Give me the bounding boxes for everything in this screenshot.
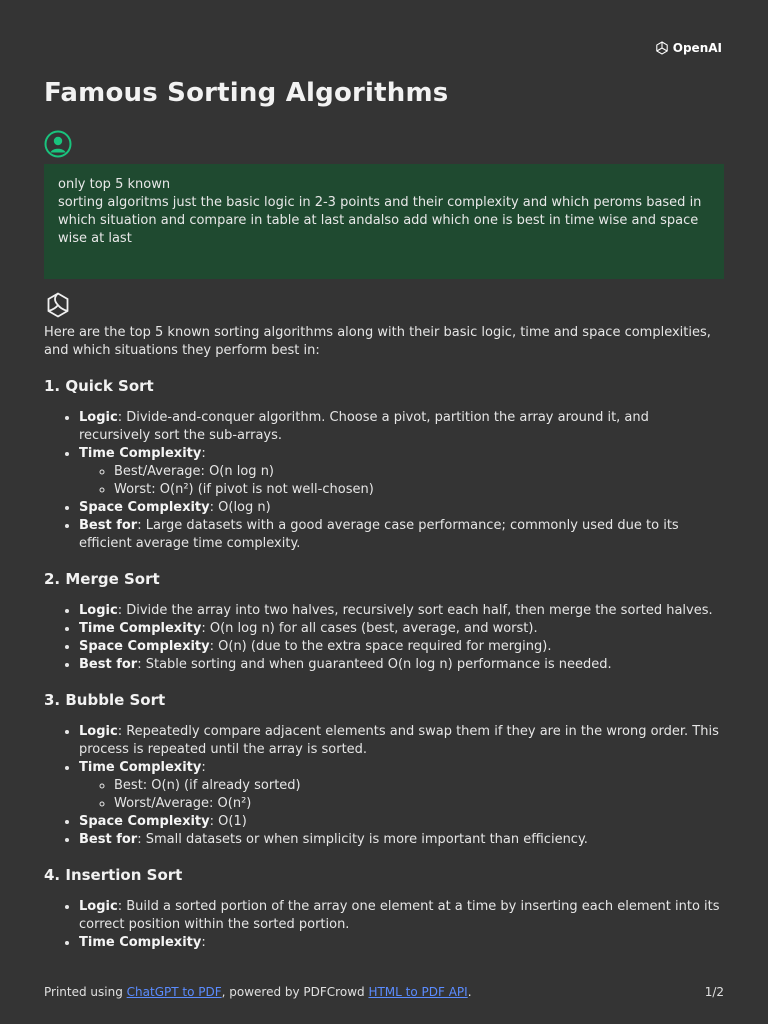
chatgpt-to-pdf-link[interactable]: ChatGPT to PDF — [126, 985, 222, 999]
prompt-line-1: only top 5 known — [58, 177, 171, 192]
prompt-line-2: sorting algoritms just the basic logic in 2-3 points and their complexity and which peroms based in which situation and compare in table at last andalso add which one is best in time wise and space wise at last — [58, 195, 702, 246]
page-footer — [44, 985, 724, 999]
time-label: Time Complexity — [79, 446, 202, 461]
time-sublist — [79, 463, 724, 499]
time-label: Time Complexity — [79, 935, 202, 950]
user-prompt — [44, 164, 724, 279]
best-label: Best for — [79, 518, 138, 533]
list-item: • Time Complexity: — [79, 934, 724, 952]
time-label: Time Complexity — [79, 621, 202, 636]
assistant-response — [44, 324, 724, 969]
list-item — [79, 517, 724, 553]
space-text: : O(n) (due to the extra space required for merging). — [209, 639, 552, 654]
logic-text: : Divide-and-conquer algorithm. Choose a pivot, partition the array around it, and recursively sort the sub-arrays. — [79, 410, 649, 443]
sub-item: ◦ Best: O(n) (if already sorted) — [114, 777, 724, 795]
space-text: : O(1) — [209, 814, 247, 829]
section-heading: 4. Insertion Sort — [44, 866, 183, 884]
space-text: : O(log n) — [209, 500, 271, 515]
section-heading: 3. Bubble Sort — [44, 691, 166, 709]
logic-text: : Repeatedly compare adjacent elements and swap them if they are in the wrong order. This process is repeated until the array is sorted. — [79, 724, 719, 757]
list-item — [79, 638, 724, 656]
best-text: : Small datasets or when simplicity is more important than efficiency. — [137, 832, 588, 847]
list-item — [79, 831, 724, 849]
space-label: Space Complexity — [79, 639, 210, 654]
best-label: Best for — [79, 657, 138, 672]
logic-text: : Build a sorted portion of the array one element at a time by inserting each element into its correct position within the sorted portion. — [79, 899, 720, 932]
section-list — [44, 898, 724, 952]
logic-label: Logic — [79, 603, 118, 618]
time-label: Time Complexity — [79, 760, 202, 775]
brand-name: OpenAI — [672, 41, 722, 55]
logic-label: Logic — [79, 410, 118, 425]
list-item — [79, 723, 724, 759]
logic-text: : Divide the array into two halves, recursively sort each half, then merge the sorted halves. — [117, 603, 713, 618]
chatgpt-avatar-icon — [44, 291, 72, 319]
sub-item: ◦ Worst/Average: O(n²) — [114, 795, 724, 813]
space-label: Space Complexity — [79, 814, 210, 829]
sub-item: ◦ Best/Average: O(n log n) — [114, 463, 724, 481]
space-label: Space Complexity — [79, 500, 210, 515]
sub-item: ◦ Worst: O(n²) (if pivot is not well-chosen) — [114, 481, 724, 499]
best-label: Best for — [79, 832, 138, 847]
html-to-pdf-api-link[interactable]: HTML to PDF API — [368, 985, 468, 999]
list-item — [79, 409, 724, 445]
list-item — [79, 499, 724, 517]
openai-brand — [654, 40, 722, 56]
page-title: Famous Sorting Algorithms — [44, 78, 449, 108]
list-item — [79, 602, 724, 620]
list-item: • Time Complexity: ◦ Best/Average: O(n log n) ◦ Worst: O(n²) (if pivot is not well-chosen) — [79, 445, 724, 499]
list-item — [79, 656, 724, 674]
openai-logo-icon — [654, 40, 670, 56]
logic-label: Logic — [79, 724, 118, 739]
user-avatar-icon — [44, 130, 72, 158]
best-text: : Stable sorting and when guaranteed O(n log n) performance is needed. — [137, 657, 612, 672]
list-item — [79, 898, 724, 934]
footer-credit: Printed using ChatGPT to PDF, powered by PDFCrowd HTML to PDF API. — [44, 985, 472, 999]
list-item: • Time Complexity: ◦ Best: O(n) (if already sorted) ◦ Worst/Average: O(n²) — [79, 759, 724, 813]
page-number: 1/2 — [704, 985, 724, 999]
logic-label: Logic — [79, 899, 118, 914]
section-list — [44, 602, 724, 674]
section-list — [44, 409, 724, 553]
list-item — [79, 620, 724, 638]
section-list — [44, 723, 724, 849]
intro-text: Here are the top 5 known sorting algorithms along with their basic logic, time and space complexities, and which situations they perform best in: — [44, 325, 711, 358]
list-item — [79, 813, 724, 831]
best-text: : Large datasets with a good average case performance; commonly used due to its efficient average time complexity. — [79, 518, 679, 551]
section-heading: 2. Merge Sort — [44, 570, 160, 588]
section-heading: 1. Quick Sort — [44, 377, 154, 395]
time-text: : O(n log n) for all cases (best, average, and worst). — [201, 621, 538, 636]
time-sublist — [79, 777, 724, 813]
